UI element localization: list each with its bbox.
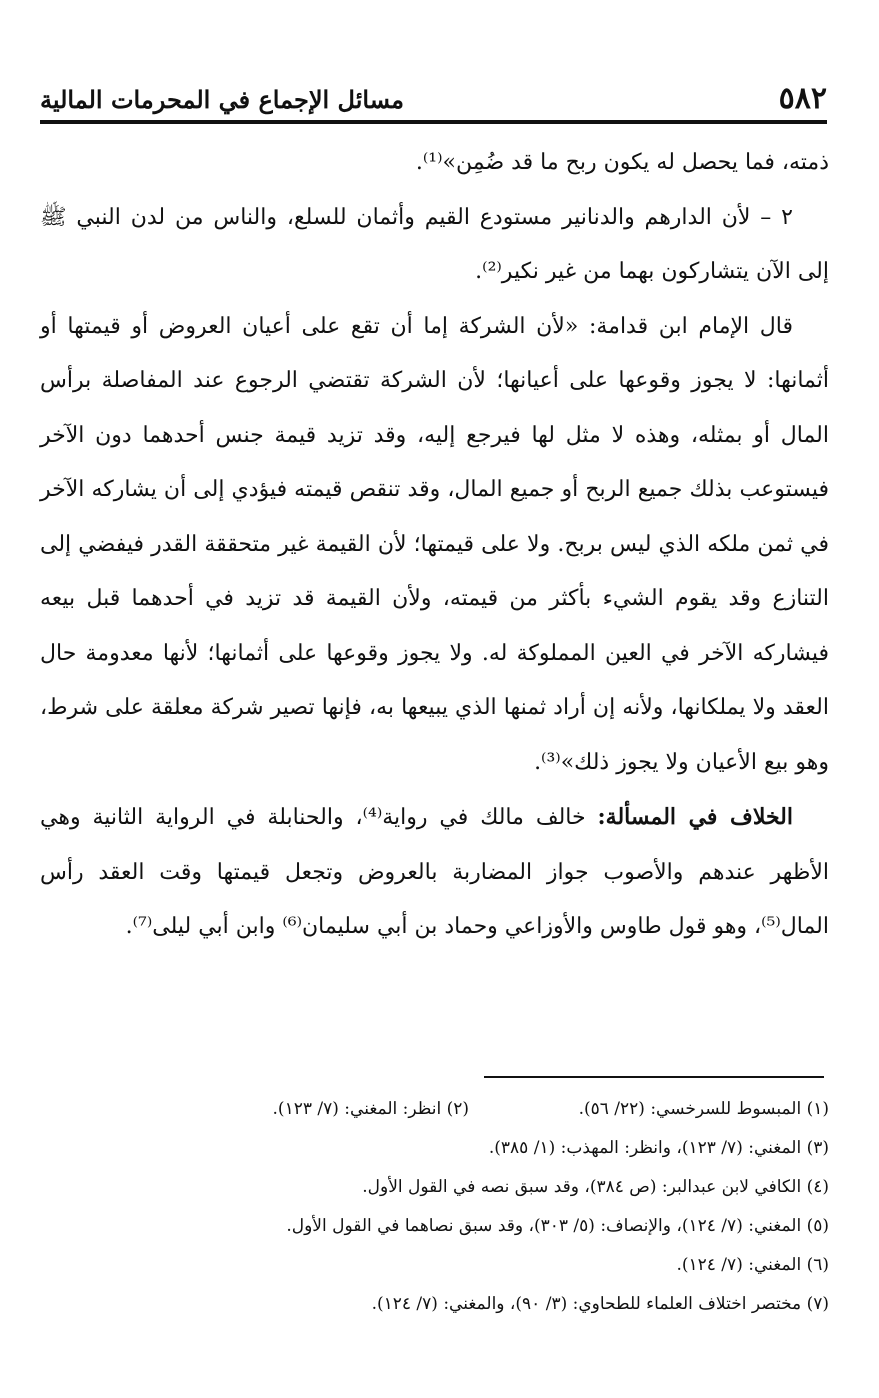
footnotes <box>40 1090 829 1324</box>
footnote-1: (١) المبسوط للسرخسي: (٢٢/ ٥٦). <box>578 1099 829 1119</box>
footnote-5: (٥) المغني: (٧/ ١٢٤)، والإنصاف: (٥/ ٣٠٣)، وقد سبق نصاهما في القول الأول. <box>286 1216 829 1236</box>
page-header <box>40 76 827 124</box>
main-text <box>40 136 829 955</box>
footnote-7: (٧) مختصر اختلاف العلماء للطحاوي: (٣/ ٩٠)، والمغني: (٧/ ١٢٤). <box>371 1294 829 1314</box>
section-heading: الخلاف في المسألة: <box>597 804 793 830</box>
footnote-2: (٢) انظر: المغني: (٧/ ١٢٣). <box>272 1099 469 1119</box>
paragraph-4 <box>40 790 829 955</box>
footnote-6: (٦) المغني: (٧/ ١٢٤). <box>676 1255 829 1275</box>
paragraph-4-text: خالف مالك في رواية⁽⁴⁾، والحنابلة في الرواية الثانية وهي الأظهر عندهم والأصوب جواز المضاربة بالعروض وتجعل قيمتها وقت العقد رأس المال⁽⁵⁾، وهو قول طاوس والأوزاعي وحماد بن أبي سليمان⁽⁶⁾ وابن أبي ليلى⁽⁷⁾. <box>40 805 829 939</box>
running-title: مسائل الإجماع في المحرمات المالية <box>40 85 404 114</box>
page-number: ٥٨٢ <box>778 81 827 116</box>
footnote-row <box>40 1090 829 1129</box>
footnote-3: (٣) المغني: (٧/ ١٢٣)، وانظر: المهذب: (١/ ٣٨٥). <box>488 1138 829 1158</box>
footnote-separator <box>484 1076 824 1078</box>
paragraph-1: ذمته، فما يحصل له يكون ربح ما قد ضُمِن»⁽¹⁾. <box>415 150 829 175</box>
paragraph-3-quote: قال الإمام ابن قدامة: «لأن الشركة إما أن تقع على أعيان العروض أو قيمتها أو أثمانها: لا يجوز وقوعها على أعيانها؛ لأن الشركة تقتضي الرجوع عند المفاصلة برأس المال أو بمثله، وهذه لا مثل لها فيرجع إليه، وقد تزيد قيمة جنس أحدهما دون الآخر فيستوعب بذلك جميع الربح أو جميع المال، وقد تنقص قيمته فيؤدي إلى أن يشاركه الآخر في ثمن ملكه الذي ليس بربح. ولا على قيمتها؛ لأن القيمة غير متحققة القدر فيفضي إلى التنازع وقد يقوم الشيء بأكثر من قيمته، ولأن القيمة قد تزيد في أحدهما قبل بيعه فيشاركه الآخر في العين المملوكة له. ولا يجوز وقوعها على أثمانها؛ لأنها معدومة حال العقد ولا يملكانها، ولأنه إن أراد ثمنها الذي يبيعها به، فإنها تصير شركة معلقة على شرط، وهو بيع الأعيان ولا يجوز ذلك»⁽³⁾. <box>40 313 829 775</box>
paragraph-2: ٢ – لأن الدارهم والدنانير مستودع القيم وأثمان للسلع، والناس من لدن النبي ﷺ إلى الآن يتشاركون بهما من غير نكير⁽²⁾. <box>40 204 829 284</box>
footnote-4: (٤) الكافي لابن عبدالبر: (ص ٣٨٤)، وقد سبق نصه في القول الأول. <box>362 1177 829 1197</box>
